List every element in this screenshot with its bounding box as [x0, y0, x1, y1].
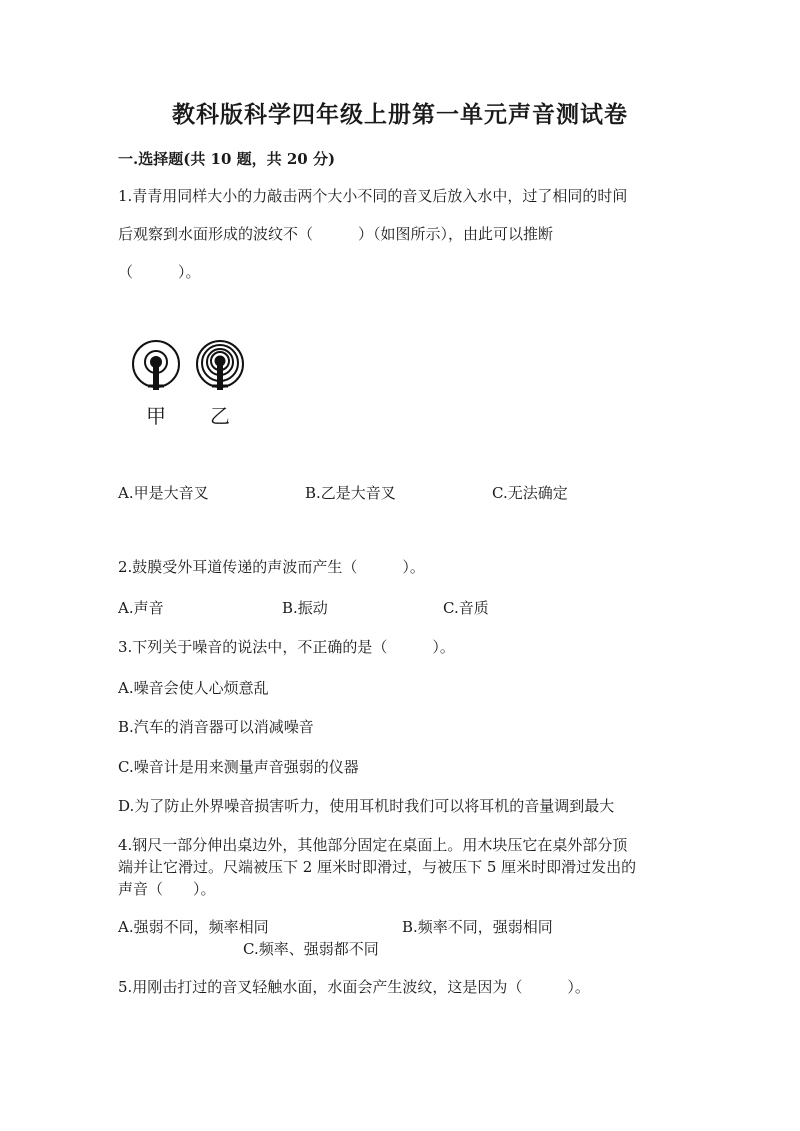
question-4-line-3: 声音（ ）。 [118, 880, 216, 898]
question-2-line-1: 2.鼓膜受外耳道传递的声波而产生（ ）。 [118, 558, 425, 576]
question-1-line-3: （ ）。 [118, 263, 201, 281]
question-1-option-c: C.无法确定 [492, 484, 568, 502]
ripple-jia-icon [133, 341, 179, 390]
question-4-option-b: B.频率不同，强弱相同 [402, 918, 553, 936]
question-3-option-c: C.噪音计是用来测量声音强弱的仪器 [118, 758, 359, 776]
ripple-yi-icon [197, 341, 243, 390]
figure-label-yi: 乙 [210, 404, 230, 428]
question-1-line-2: 后观察到水面形成的波纹不（ ）（如图所示），由此可以推断 [118, 225, 554, 243]
question-1-option-b: B.乙是大音叉 [305, 484, 396, 502]
tuning-fork-ripple-figure [128, 336, 258, 396]
question-3-option-a: A.噪音会使人心烦意乱 [118, 679, 269, 697]
section-header: 一.选择题(共 10 题，共 20 分) [118, 150, 336, 168]
question-2-option-b: B.振动 [282, 599, 328, 617]
figure-label-jia: 甲 [146, 404, 166, 428]
question-5-line-1: 5.用刚击打过的音叉轻触水面，水面会产生波纹，这是因为（ ）。 [118, 978, 590, 996]
question-1-option-a: A.甲是大音叉 [118, 484, 209, 502]
question-4-option-a: A.强弱不同，频率相同 [118, 918, 269, 936]
question-3-option-d: D.为了防止外界噪音损害听力，使用耳机时我们可以将耳机的音量调到最大 [118, 797, 615, 815]
question-3-line-1: 3.下列关于噪音的说法中，不正确的是（ ）。 [118, 638, 455, 656]
question-4-option-c: C.频率、强弱都不同 [243, 940, 379, 958]
question-3-option-b: B.汽车的消音器可以消减噪音 [118, 718, 314, 736]
question-4-line-2: 端并让它滑过。尺端被压下 2 厘米时即滑过，与被压下 5 厘米时即滑过发出的 [118, 858, 637, 876]
question-1-line-1: 1.青青用同样大小的力敲击两个大小不同的音叉后放入水中，过了相同的时间 [118, 187, 628, 205]
page-title: 教科版科学四年级上册第一单元声音测试卷 [172, 101, 628, 128]
question-4-line-1: 4.钢尺一部分伸出桌边外，其他部分固定在桌面上。用木块压它在桌外部分顶 [118, 836, 628, 854]
question-2-option-a: A.声音 [118, 599, 164, 617]
question-2-option-c: C.音质 [443, 599, 489, 617]
